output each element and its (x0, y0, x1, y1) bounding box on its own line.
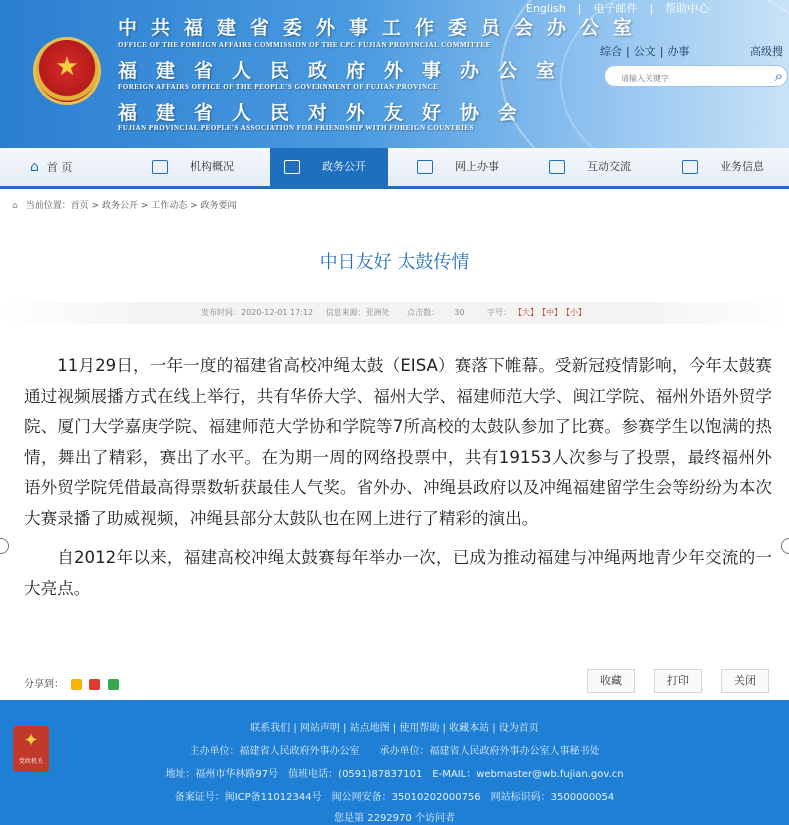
scroll-handle-left[interactable] (0, 538, 9, 554)
wechat-share-icon[interactable] (108, 679, 119, 690)
header-subtitle-3: FUJIAN PROVINCIAL PEOPLE'S ASSOCIATION FOR FRIENDSHIP WITH FOREIGN COUNTRIES (118, 124, 474, 132)
scope-documents[interactable]: 公文 (633, 45, 656, 58)
close-button[interactable]: 关闭 (721, 669, 769, 693)
clicks-label: 点击数： (407, 308, 440, 317)
font-size-small[interactable]: 【小】 (566, 308, 586, 317)
header-title-2: 福建省人民政府外事办公室 (118, 60, 575, 82)
email-link[interactable]: 电子邮件 (593, 2, 638, 15)
font-size-control (482, 308, 588, 317)
header-subtitle-2: FOREIGN AFFAIRS OFFICE OF THE PEOPLE'S GOVERNMENT OF FUJIAN PROVINCE (118, 83, 439, 91)
visitor-count: 您是第 2292970 个访问者 (334, 813, 455, 824)
font-size-label: 字号： (487, 308, 511, 317)
scope-services[interactable]: 办事 (667, 45, 690, 58)
footer-address: 地址：福州市华林路97号 值班电话：(0591)87837101 E-MAIL：webmaster@wb.fujian.gov.cn (165, 769, 624, 780)
font-size-medium[interactable]: 【中】 (542, 308, 562, 317)
breadcrumb-text[interactable]: 当前位置：首页 > 政务公开 > 工作动态 > 政务要闻 (25, 201, 237, 211)
site-footer (0, 700, 789, 825)
nav-label: 网上办事 (455, 160, 499, 173)
info-source: 信息来源：亚洲处 (325, 308, 390, 317)
flowchart-icon (417, 160, 433, 174)
print-button[interactable]: 打印 (654, 669, 702, 693)
clicks-value: 30 (454, 308, 465, 317)
badge-text: 党政机关 (18, 758, 43, 765)
header-subtitle-1: OFFICE OF THE FOREIGN AFFAIRS COMMISSION OF THE CPC FUJIAN PROVINCIAL COMMITTEE (118, 41, 491, 49)
nav-label: 业务信息 (720, 160, 764, 173)
publish-time: 发布时间：2020-12-01 17:12 (200, 308, 314, 317)
weibo-share-icon[interactable] (89, 679, 100, 690)
document-icon (152, 160, 168, 174)
scroll-handle-right[interactable] (781, 538, 789, 554)
help-link[interactable]: 帮助中心 (665, 2, 710, 15)
article-paragraph: 自2012年以来，福建高校冲绳太鼓赛每年举办一次，已成为推动福建与冲绳两地青少年交流的一大亮点。 (24, 548, 772, 598)
header-title-1: 中共福建省委外事工作委员会办公室 (118, 17, 647, 39)
header-title-3: 福建省人民对外友好协会 (118, 102, 537, 124)
article-paragraph: 11月29日，一年一度的福建省高校冲绳太鼓（EISA）赛落下帷幕。受新冠疫情影响，今年太鼓赛通过视频展播方式在线上举行，共有华侨大学、福州大学、福建师范大学、闽江学院、福州外语外贸学院、厦门大学嘉庚学院、福建师范大学协和学院等7所高校的太鼓队参加了比赛。参赛学生以饱满的热情，舞出了精彩，赛出了水平。在为期一周的网络投票中，共有19153人次参与了投票，最终福州外语外贸学院凭借最高得票数斩获最佳人气奖。省外办、冲绳县政府以及冲绳福建留学生会等纷纷为本次大赛录播了助威视频，冲绳县部分太鼓队也在网上进行了精彩的演出。 (24, 356, 772, 528)
favorite-button[interactable]: 收藏 (587, 669, 635, 693)
nav-online-services[interactable] (417, 148, 527, 186)
home-icon: ⌂ (12, 201, 18, 211)
share-label: 分享到： (24, 679, 64, 690)
article-meta (0, 302, 789, 324)
top-links (520, 0, 715, 16)
separator: | (659, 45, 664, 58)
nav-label: 首 页 (46, 161, 73, 174)
nav-government-affairs[interactable] (270, 148, 388, 186)
footer-links[interactable]: 联系我们 | 网站声明 | 站点地图 | 使用帮助 | 收藏本站 | 设为首页 (250, 723, 539, 734)
qzone-share-icon[interactable] (71, 679, 82, 690)
click-count (402, 308, 469, 317)
nav-business-info[interactable] (682, 148, 789, 186)
search-box (604, 65, 788, 87)
nav-home[interactable] (30, 148, 120, 186)
article-body (24, 351, 772, 613)
search-input[interactable] (619, 69, 763, 89)
separator: | (577, 2, 582, 15)
party-government-badge-icon[interactable] (13, 726, 49, 772)
english-link[interactable]: English (526, 2, 566, 15)
site-header (0, 0, 789, 148)
nav-organization[interactable] (152, 148, 262, 186)
chat-icon (549, 160, 565, 174)
monitor-icon (284, 160, 300, 174)
footer-record: 备案证号：闽ICP备11012344号 闽公网安备：35010202000756 网站标识码：3500000054 (174, 792, 615, 803)
nav-label: 互动交流 (587, 160, 631, 173)
nav-label: 政务公开 (322, 160, 366, 173)
breadcrumb (12, 198, 237, 211)
font-size-large[interactable]: 【大】 (518, 308, 538, 317)
advanced-search-link[interactable]: 高级搜 (750, 45, 783, 58)
nav-interaction[interactable] (549, 148, 659, 186)
home-icon: ⌂ (30, 159, 39, 175)
footer-sponsor: 主办单位：福建省人民政府外事办公室 承办单位：福建省人民政府外事办公室人事秘书处 (189, 746, 600, 757)
main-nav (0, 148, 789, 189)
article-title: 中日友好 太鼓传情 (319, 252, 470, 273)
search-icon[interactable]: ⌕ (774, 67, 783, 85)
separator: | (626, 45, 630, 58)
info-icon (682, 160, 698, 174)
share-bar (24, 675, 119, 690)
nav-label: 机构概况 (190, 160, 234, 173)
national-emblem-icon: ★ (36, 40, 98, 102)
scope-general[interactable]: 综合 (600, 45, 622, 58)
separator: | (649, 2, 654, 15)
badge-mark: ✦ (23, 730, 39, 751)
search-scope-links (598, 43, 691, 59)
